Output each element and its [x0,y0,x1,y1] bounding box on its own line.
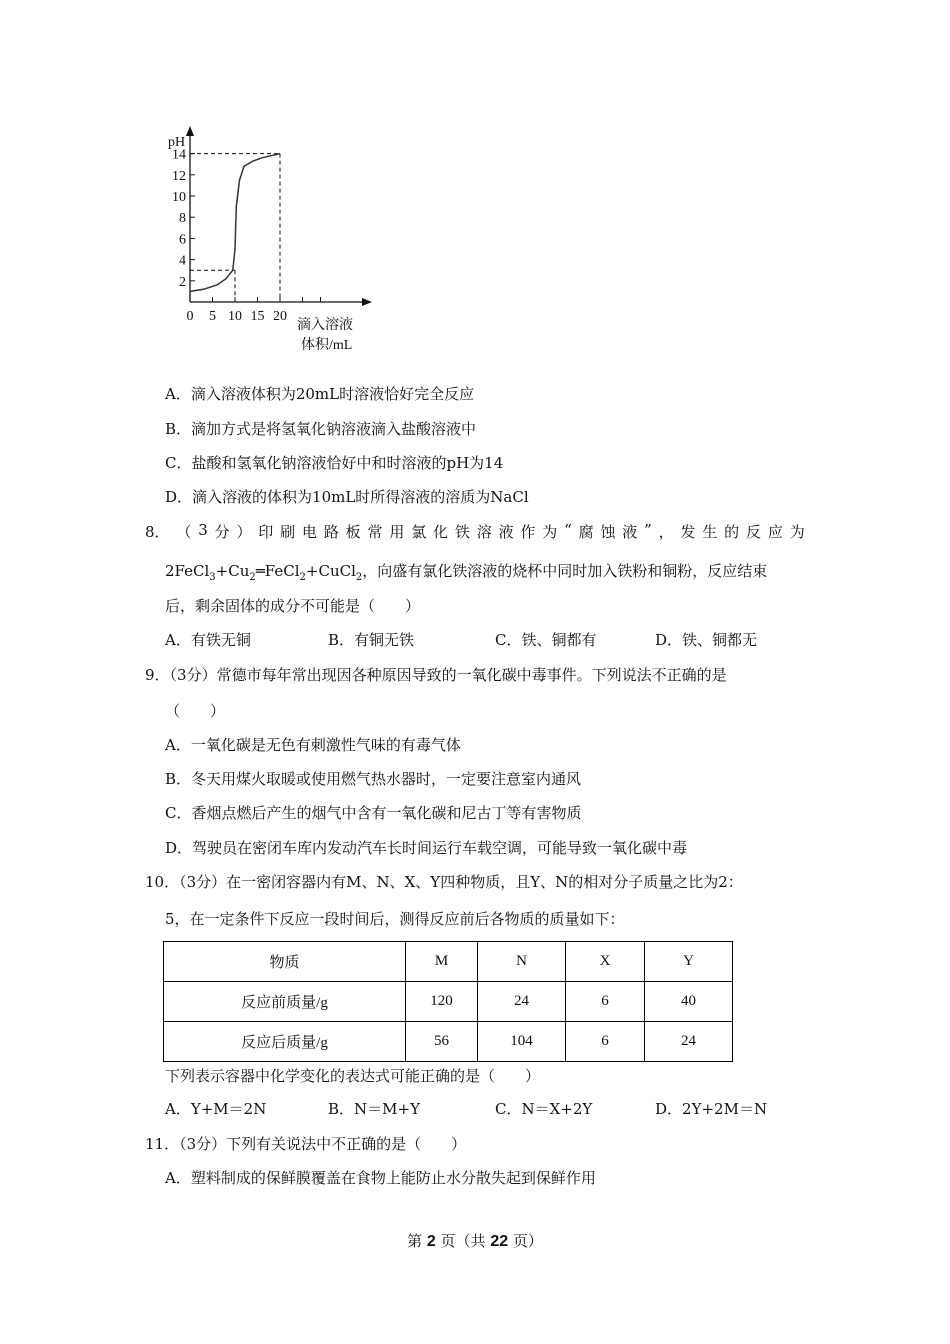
table-cell: 56 [406,1022,478,1062]
q8-stem-char: 路 [323,523,339,541]
page-footer: 第 2 页（共 22 页） [407,1232,543,1250]
x-tick-label: 10 [228,309,242,324]
table-cell: 6 [566,982,645,1022]
chart-axes [186,126,372,306]
y-axis-label: pH [168,135,186,150]
q10-option-b: B．N＝M+Y [328,1100,420,1118]
q9-option-b: B．冬天用煤火取暖或使用燃气热水器时，一定要注意室内通风 [165,770,582,788]
table-header-row [164,942,733,982]
q11-stem: 11．（3分）下列有关说法中不正确的是（ ） [145,1135,467,1153]
q8-stem-char: 用 [389,523,405,541]
y-tick-label: 14 [172,147,186,163]
q8-stem-char: 应 [767,523,783,541]
table-cell: 24 [645,1022,733,1062]
q8-option-d: D．铁、铜都无 [655,631,758,649]
q8-stem-char: 液 [498,523,514,541]
q7-option-b: B．滴加方式是将氢氧化钠溶液滴入盐酸溶液中 [165,420,477,438]
q10-stem-line2: 5，在一定条件下反应一段时间后，测得反应前后各物质的质量如下： [165,910,625,928]
ph-titration-chart [160,122,380,362]
q10-option-c: C．N＝X+2Y [495,1100,593,1118]
table-cell: 6 [566,1022,645,1062]
q8-equation: $2FeCl_3+Cu_2═FeCl_2+CuCl_2$ [165,562,363,583]
mass-table [163,941,733,1062]
table-cell: 120 [406,982,478,1022]
q10-question: 下列表示容器中化学变化的表达式可能正确的是（ ） [165,1067,541,1085]
table-row [164,1022,733,1062]
y-tick-label: 6 [179,232,186,248]
q8-stem-char: 分 [214,523,230,541]
table-cell: 反应前质量/g [164,982,406,1022]
q8-stem-char: 为 [789,523,805,541]
x-tick-label: 15 [250,309,265,324]
q9-paren: （ ） [165,702,226,720]
page-total: 22 [490,1233,509,1250]
q8-stem-char: 印 [258,523,274,541]
table-cell: 104 [478,1022,566,1062]
q9-option-c: C．香烟点燃后产生的烟气中含有一氧化碳和尼古丁等有害物质 [165,804,582,822]
q7-option-d: D．滴入溶液的体积为10mL时所得溶液的溶质为NaCl [165,488,529,506]
q10-option-d: D．2Y+2M＝N [655,1100,768,1118]
q8-stem-line3: 后，剩余固体的成分不可能是（ ） [165,597,421,615]
q8-stem-char: 腐 [578,523,594,541]
table-header-cell: Y [645,942,733,982]
q8-stem-char: 板 [345,523,361,541]
x-tick-label: 5 [209,309,216,324]
q7-option-c: C．盐酸和氢氧化钠溶液恰好中和时溶液的pH为14 [165,454,504,472]
x-axis-label-line1: 滴入溶液 [297,318,353,333]
q8-stem-char: ， [658,523,674,541]
q8-stem-char: 溶 [476,523,492,541]
q8-stem-char: 3 [198,521,208,539]
y-tick-label: 2 [179,274,186,290]
q8-option-b: B．有铜无铁 [328,631,415,649]
q8-stem-line1 [145,521,805,543]
q8-stem-char: 液 [622,523,638,541]
y-tick-label: 10 [172,190,186,205]
q8-stem-line2: $2FeCl_3+Cu_2═FeCl_2+CuCl_2$，向盛有氯化铁溶液的烧杯中同时加入铁粉和铜粉，反应结束 [165,562,768,583]
table-cell: 40 [645,982,733,1022]
q9-stem: 9．（3分）常德市每年常出现因各种原因导致的一氧化碳中毒事件。下列说法不正确的是 [145,666,727,684]
q8-stem-char: 化 [433,523,449,541]
q8-stem-char: 刷 [280,523,296,541]
y-axis-arrow [186,126,194,136]
q8-stem-char: ” [644,521,652,539]
q7-option-a: A．滴入溶液体积为20mL时溶液恰好完全反应 [165,385,475,403]
table-cell: 24 [478,982,566,1022]
page-number: 2 [426,1233,436,1250]
q11-option-a: A．塑料制成的保鲜膜覆盖在食物上能防止水分散失起到保鲜作用 [165,1169,596,1187]
table-header-cell: N [478,942,566,982]
q8-stem-char: 氯 [411,523,427,541]
q8-stem-char: 蚀 [600,523,616,541]
q8-stem-char: “ [564,521,572,539]
q8-stem-char: ） [236,523,252,541]
q8-number: 8． [145,523,170,541]
q10-option-a: A．Y+M＝2N [165,1100,267,1118]
table-cell: 反应后质量/g [164,1022,406,1062]
q9-option-d: D．驾驶员在密闭车库内发动汽车长时间运行车载空调，可能导致一氧化碳中毒 [165,839,688,857]
q8-stem-char: 常 [367,523,383,541]
q8-stem-char: 生 [702,523,718,541]
q8-stem-char: 作 [520,523,536,541]
y-tick-label: 4 [179,253,186,269]
q10-stem-line1: 10．（3分）在一密闭容器内有M、N、X、Y四种物质，且Y、N的相对分子质量之比为2： [145,873,743,891]
q8-stem-char: 发 [680,523,696,541]
x-axis-arrow [362,298,372,306]
q8-option-c: C．铁、铜都有 [495,631,597,649]
q9-option-a: A．一氧化碳是无色有刺激性气味的有毒气体 [165,736,461,754]
q8-stem-char: 铁 [454,523,470,541]
table-header-cell: M [406,942,478,982]
x-axis-label-line2: 体积/mL [301,338,353,353]
table-header-cell: X [566,942,645,982]
q8-stem-char: 为 [542,523,558,541]
q8-stem-char: 的 [724,523,740,541]
x-tick-label: 0 [186,309,194,324]
q8-stem-char: （ [176,523,192,541]
y-tick-label: 12 [172,168,186,184]
table-header-cell: 物质 [164,942,406,982]
q8-stem-char: 反 [746,523,762,541]
table-row [164,982,733,1022]
q8-option-a: A．有铁无铜 [165,631,251,649]
x-tick-label: 20 [273,309,287,324]
q8-stem-char: 电 [301,523,317,541]
y-tick-label: 8 [179,211,186,227]
